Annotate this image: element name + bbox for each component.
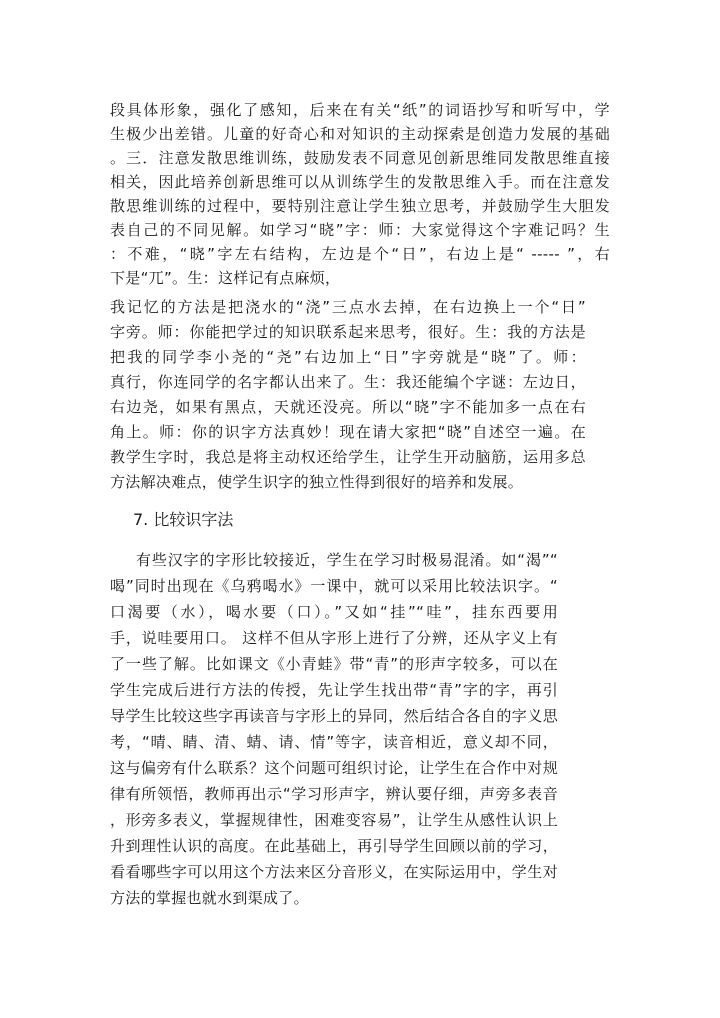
- text-line: 教学生字时，我总是将主动权还给学生，让学生开动脑筋，运用多总: [110, 448, 586, 466]
- text-line: 律有所领悟，教师再出示“学习形声字，辨认要仔细，声旁多表音: [110, 785, 558, 803]
- text-line: 生极少出差错。儿童的好奇心和对知识的主动探索是创造力发展的基础: [110, 125, 610, 143]
- text-line: 有些汉字的字形比较接近，学生在学习时极易混淆。如“渴”“: [136, 551, 558, 569]
- text-line: 方法的掌握也就水到渠成了。: [110, 889, 309, 907]
- text-line: 。三．注意发散思维训练，鼓励发表不同意见创新思维同发散思维直接: [110, 149, 610, 167]
- text-line: 导学生比较这些字再读音与字形上的异同，然后结合各自的字义思: [110, 707, 558, 725]
- text-line: 口渴要（水），喝水要（口）。”又如“挂”“哇”，挂东西要用: [110, 603, 558, 621]
- text-line: 散思维训练的过程中，要特别注意让学生独立思考，并鼓励学生大胆发: [110, 197, 610, 215]
- text-line: 考，“晴、睛、清、蜻、请、情”等字，读音相近，意义却不同，: [110, 733, 558, 751]
- text-line: 喝”同时出现在《乌鸦喝水》一课中，就可以采用比较法识字。“: [110, 577, 558, 595]
- text-line: 方法解决难点，使学生识字的独立性得到很好的培养和发展。: [110, 473, 524, 491]
- text-line: 我记忆的方法是把浇水的“浇”三点水去掉，在右边换上一个“日”: [110, 298, 586, 316]
- text-line: ：不难，“晓”字左右结构，左边是个“日”，右边上是“ ----- ”，右: [110, 245, 610, 263]
- text-line: 真行，你连同学的名字都认出来了。生：我还能编个字谜：左边日，: [110, 373, 586, 391]
- text-line: 看看哪些字可以用这个方法来区分音形义，在实际运用中，学生对: [110, 863, 558, 881]
- text-line: 了一些了解。比如课文《小青蛙》带“青”的形声字较多，可以在: [110, 655, 558, 673]
- section-heading: 7. 比较识字法: [133, 510, 234, 529]
- text-line: 右边尧，如果有黑点，天就还没亮。所以“晓”字不能加多一点在右: [110, 398, 586, 416]
- text-line: 升到理性认识的高度。在此基础上，再引导学生回顾以前的学习，: [110, 837, 558, 855]
- text-line: 段具体形象，强化了感知，后来在有关“纸”的词语抄写和听写中，学: [110, 101, 610, 119]
- text-line: 字旁。师：你能把学过的知识联系起来思考，很好。生：我的方法是: [110, 323, 586, 341]
- text-line: 下是“兀”。生：这样记有点麻烦，: [110, 269, 341, 287]
- text-line: 把我的同学李小尧的“尧”右边加上“日”字旁就是“晓”了。师：: [110, 348, 586, 366]
- text-line: 学生完成后进行方法的传授，先让学生找出带“青”字的字，再引: [110, 681, 558, 699]
- text-line: 手，说哇要用口。 这样不但从字形上进行了分辨，还从字义上有: [110, 629, 558, 647]
- text-line: 角上。师：你的识字方法真妙！现在请大家把“晓”自述空一遍。在: [110, 423, 586, 441]
- text-line: 这与偏旁有什么联系？这个问题可组织讨论，让学生在合作中对规: [110, 759, 558, 777]
- text-line: 表自己的不同见解。如学习“晓”字：师：大家觉得这个字难记吗？生: [110, 221, 610, 239]
- text-line: ，形旁多表义，掌握规律性，困难变容易”，让学生从感性认识上: [110, 811, 558, 829]
- text-line: 相关，因此培养创新思维可以从训练学生的发散思维入手。而在注意发: [110, 173, 610, 191]
